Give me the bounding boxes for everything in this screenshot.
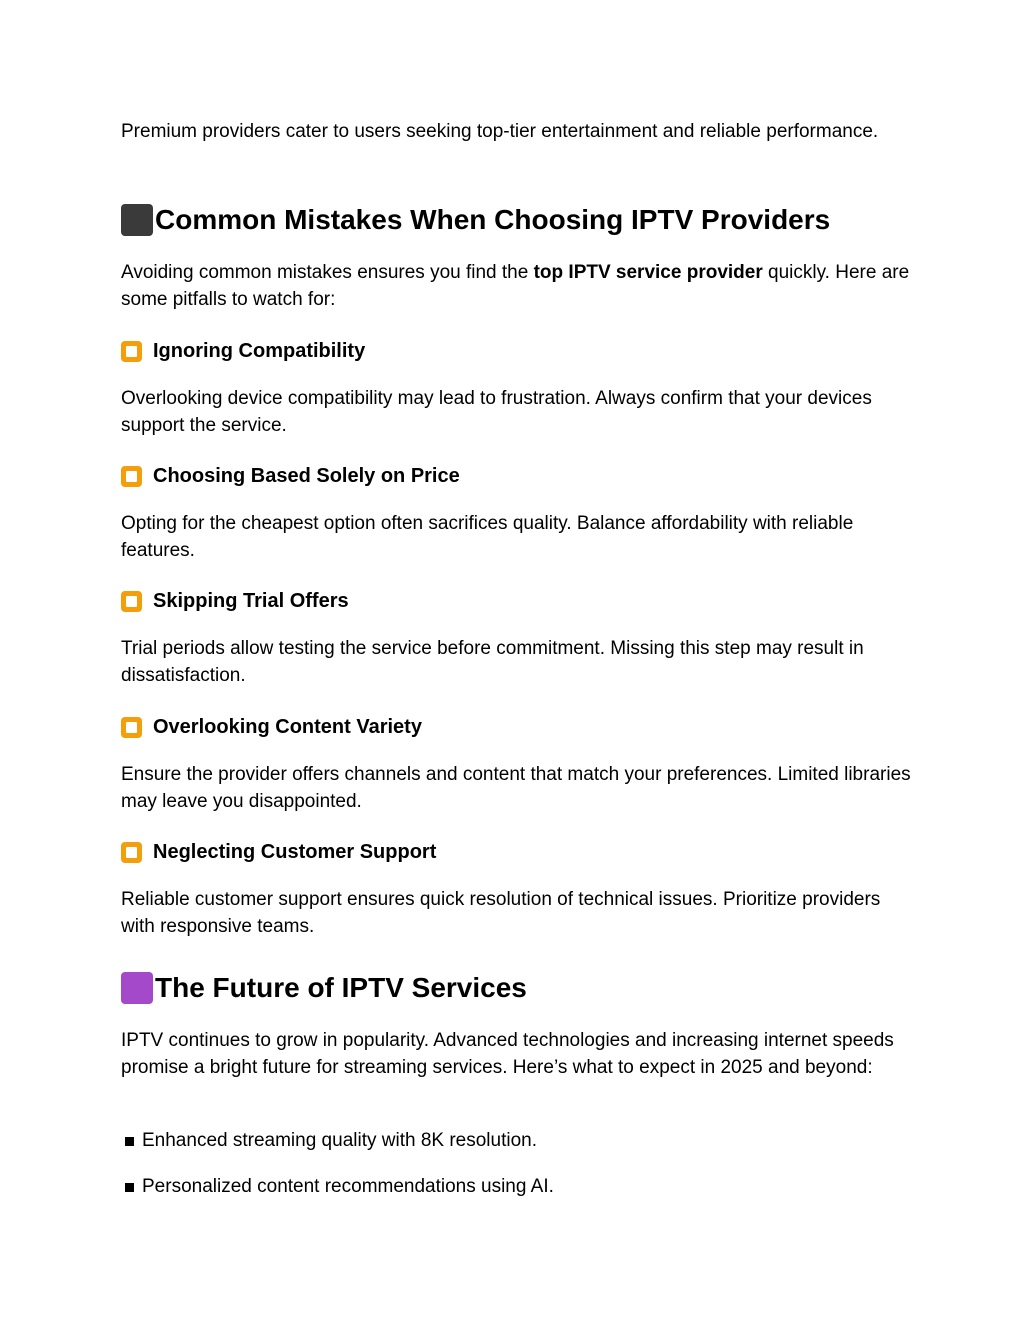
subsection-paragraph: Opting for the cheapest option often sacrifices quality. Balance affordability with reliable features. — [121, 513, 854, 561]
orange-square-button-icon — [121, 717, 142, 738]
orange-square-button-icon — [121, 842, 142, 863]
subheading-price — [121, 463, 460, 489]
orange-square-button-icon — [121, 466, 142, 487]
purple-square-icon — [121, 972, 153, 1004]
section-heading-common-mistakes — [121, 203, 830, 237]
section-heading-future — [121, 971, 527, 1005]
orange-square-button-icon — [121, 591, 142, 612]
list-item-text: Enhanced streaming quality with 8K resolution. — [142, 1130, 538, 1151]
subsection-paragraph: Ensure the provider offers channels and content that match your preferences. Limited libraries may leave you disappointed. — [121, 764, 911, 812]
subheading-content-variety — [121, 714, 422, 740]
subheading-trial-offers — [121, 588, 349, 614]
section-lead-paragraph: IPTV continues to grow in popularity. Advanced technologies and increasing internet speeds promise a bright future for streaming services. Here’s what to expect in 2025 and beyond: — [121, 1030, 894, 1078]
subsection-paragraph: Reliable customer support ensures quick resolution of technical issues. Prioritize providers with responsive teams. — [121, 889, 881, 937]
subsection-paragraph: Trial periods allow testing the service before commitment. Missing this step may result in dissatisfaction. — [121, 638, 864, 686]
section-title: The Future of IPTV Services — [155, 972, 527, 1003]
section-lead-paragraph — [121, 260, 911, 313]
intro-paragraph: Premium providers cater to users seeking top-tier entertainment and reliable performance. — [121, 121, 879, 142]
subheading-customer-support — [121, 839, 436, 865]
subheading-label: Neglecting Customer Support — [153, 841, 437, 863]
subheading-label: Skipping Trial Offers — [153, 590, 349, 612]
list-item-text: Personalized content recommendations using AI. — [142, 1176, 554, 1197]
black-square-icon — [121, 204, 153, 236]
square-bullet-icon — [125, 1183, 134, 1192]
subheading-ignoring-compatibility — [121, 338, 365, 364]
list-item — [121, 1128, 537, 1154]
orange-square-button-icon — [121, 341, 142, 362]
list-item — [121, 1174, 554, 1200]
square-bullet-icon — [125, 1137, 134, 1146]
lead-text-bold: top IPTV service provider — [533, 262, 763, 283]
lead-text-end: quickly. Here are some pitfalls to watch for: — [121, 262, 910, 310]
subheading-label: Choosing Based Solely on Price — [153, 465, 460, 487]
subheading-label: Overlooking Content Variety — [153, 716, 422, 738]
section-title: Common Mistakes When Choosing IPTV Providers — [155, 204, 831, 235]
subsection-paragraph: Overlooking device compatibility may lead to frustration. Always confirm that your devices support the service. — [121, 388, 872, 436]
lead-text-start: Avoiding common mistakes ensures you find the — [121, 262, 534, 283]
subheading-label: Ignoring Compatibility — [153, 340, 366, 362]
